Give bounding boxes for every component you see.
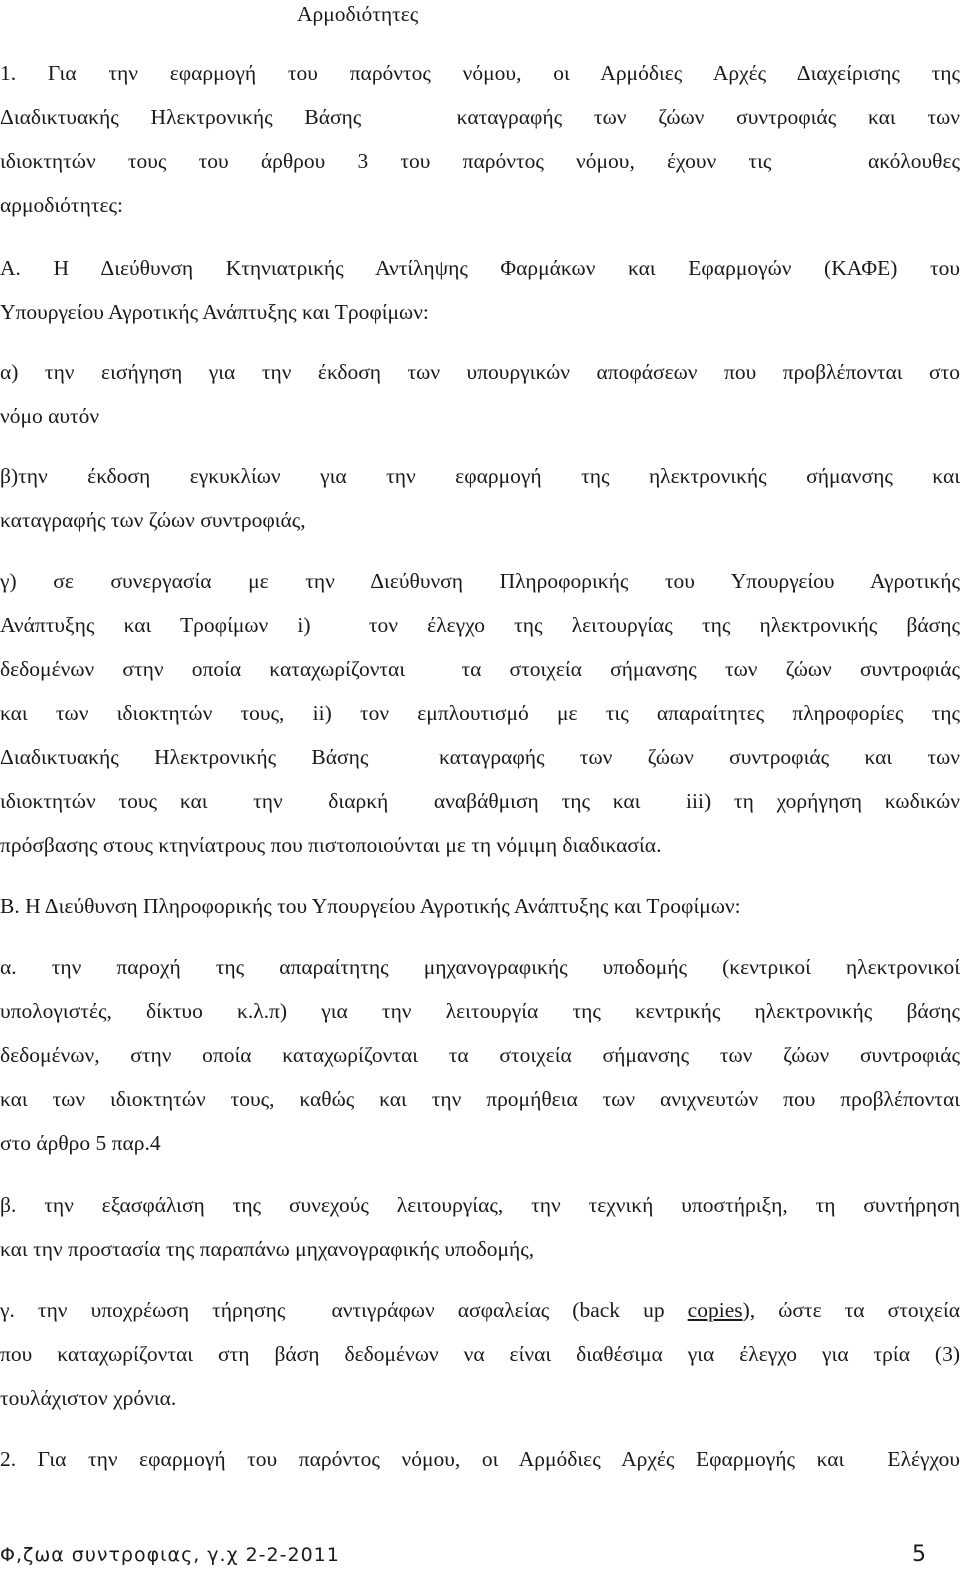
text-line-with-underline: γ. την υποχρέωση τήρησης αντιγράφων ασφαλείας (back up copies), ώστε τα στοιχεία — [0, 1298, 960, 1322]
text-line: τουλάχιστον χρόνια. — [0, 1386, 177, 1410]
text-line: και την προστασία της παραπάνω μηχανογραφικής υποδομής, — [0, 1237, 535, 1261]
text-line: ιδιοκτητών τους του άρθρου 3 του παρόντος νόμου, έχουν τις ακόλουθες — [0, 149, 960, 173]
text-line: καταγραφής των ζώων συντροφιάς, — [0, 508, 306, 532]
text-line: Υπουργείου Αγροτικής Ανάπτυξης και Τροφίμων: — [0, 300, 429, 324]
text-line: Ανάπτυξης και Τροφίμων i) τον έλεγχο της λειτουργίας της ηλεκτρονικής βάσης — [0, 613, 960, 637]
underlined-word: copies — [687, 1298, 743, 1322]
page-title: Αρμοδιότητες — [297, 2, 419, 26]
text-line: νόμο αυτόν — [0, 404, 100, 428]
page-number: 5 — [912, 1542, 926, 1567]
text-line: δεδομένων στην οποία καταχωρίζονται τα στοιχεία σήμανσης των ζώων συντροφιάς — [0, 657, 960, 681]
text-line: 1. Για την εφαρμογή του παρόντος νόμου, οι Αρμόδιες Αρχές Διαχείρισης της — [0, 61, 960, 85]
text-line: Διαδικτυακής Ηλεκτρονικής Βάσης καταγραφής των ζώων συντροφιάς και των — [0, 745, 960, 769]
footer-text: Φ,ζωα συντροφιας, γ.χ 2-2-2011 — [0, 1544, 340, 1566]
text-line: ιδιοκτητών τους και την διαρκή αναβάθμιση της και iii) τη χορήγηση κωδικών — [0, 789, 960, 813]
text-line: αρμοδιότητες: — [0, 193, 123, 217]
text-line: β)την έκδοση εγκυκλίων για την εφαρμογή της ηλεκτρονικής σήμανσης και — [0, 464, 960, 488]
text-line: α) την εισήγηση για την έκδοση των υπουργικών αποφάσεων που προβλέπονται στο — [0, 360, 960, 384]
text-line: που καταχωρίζονται στη βάση δεδομένων να είναι διαθέσιμα για έλεγχο για τρία (3) — [0, 1342, 960, 1366]
text-line: γ) σε συνεργασία με την Διεύθυνση Πληροφορικής του Υπουργείου Αγροτικής — [0, 569, 960, 593]
text-line: στο άρθρο 5 παρ.4 — [0, 1131, 161, 1155]
section-heading-a: Α. Η Διεύθυνση Κτηνιατρικής Αντίληψης Φαρμάκων και Εφαρμογών (ΚΑΦΕ) του — [0, 256, 960, 280]
text-line: δεδομένων, στην οποία καταχωρίζονται τα στοιχεία σήμανσης των ζώων συντροφιάς — [0, 1043, 960, 1067]
text-line: υπολογιστές, δίκτυο κ.λ.π) για την λειτουργία της κεντρικής ηλεκτρονικής βάσης — [0, 999, 960, 1023]
text-line — [0, 1295, 960, 1325]
text-line: α. την παροχή της απαραίτητης μηχανογραφικής υποδομής (κεντρικοί ηλεκτρονικοί — [0, 955, 960, 979]
text-line: και των ιδιοκτητών τους, καθώς και την προμήθεια των ανιχνευτών που προβλέπονται — [0, 1087, 960, 1111]
text-line: 2. Για την εφαρμογή του παρόντος νόμου, οι Αρμόδιες Αρχές Εφαρμογής και Ελέγχου — [0, 1447, 960, 1471]
text-line: β. την εξασφάλιση της συνεχούς λειτουργίας, την τεχνική υποστήριξη, τη συντήρηση — [0, 1193, 960, 1217]
text-line: πρόσβασης στους κτηνίατρους που πιστοποιούνται με τη νόμιμη διαδικασία. — [0, 833, 662, 857]
text-line: Διαδικτυακής Ηλεκτρονικής Βάσης καταγραφής των ζώων συντροφιάς και των — [0, 105, 960, 129]
text-line: και των ιδιοκτητών τους, ii) τον εμπλουτισμό με τις απαραίτητες πληροφορίες της — [0, 701, 960, 725]
section-heading-b: Β. Η Διεύθυνση Πληροφορικής του Υπουργείου Αγροτικής Ανάπτυξης και Τροφίμων: — [0, 894, 741, 918]
